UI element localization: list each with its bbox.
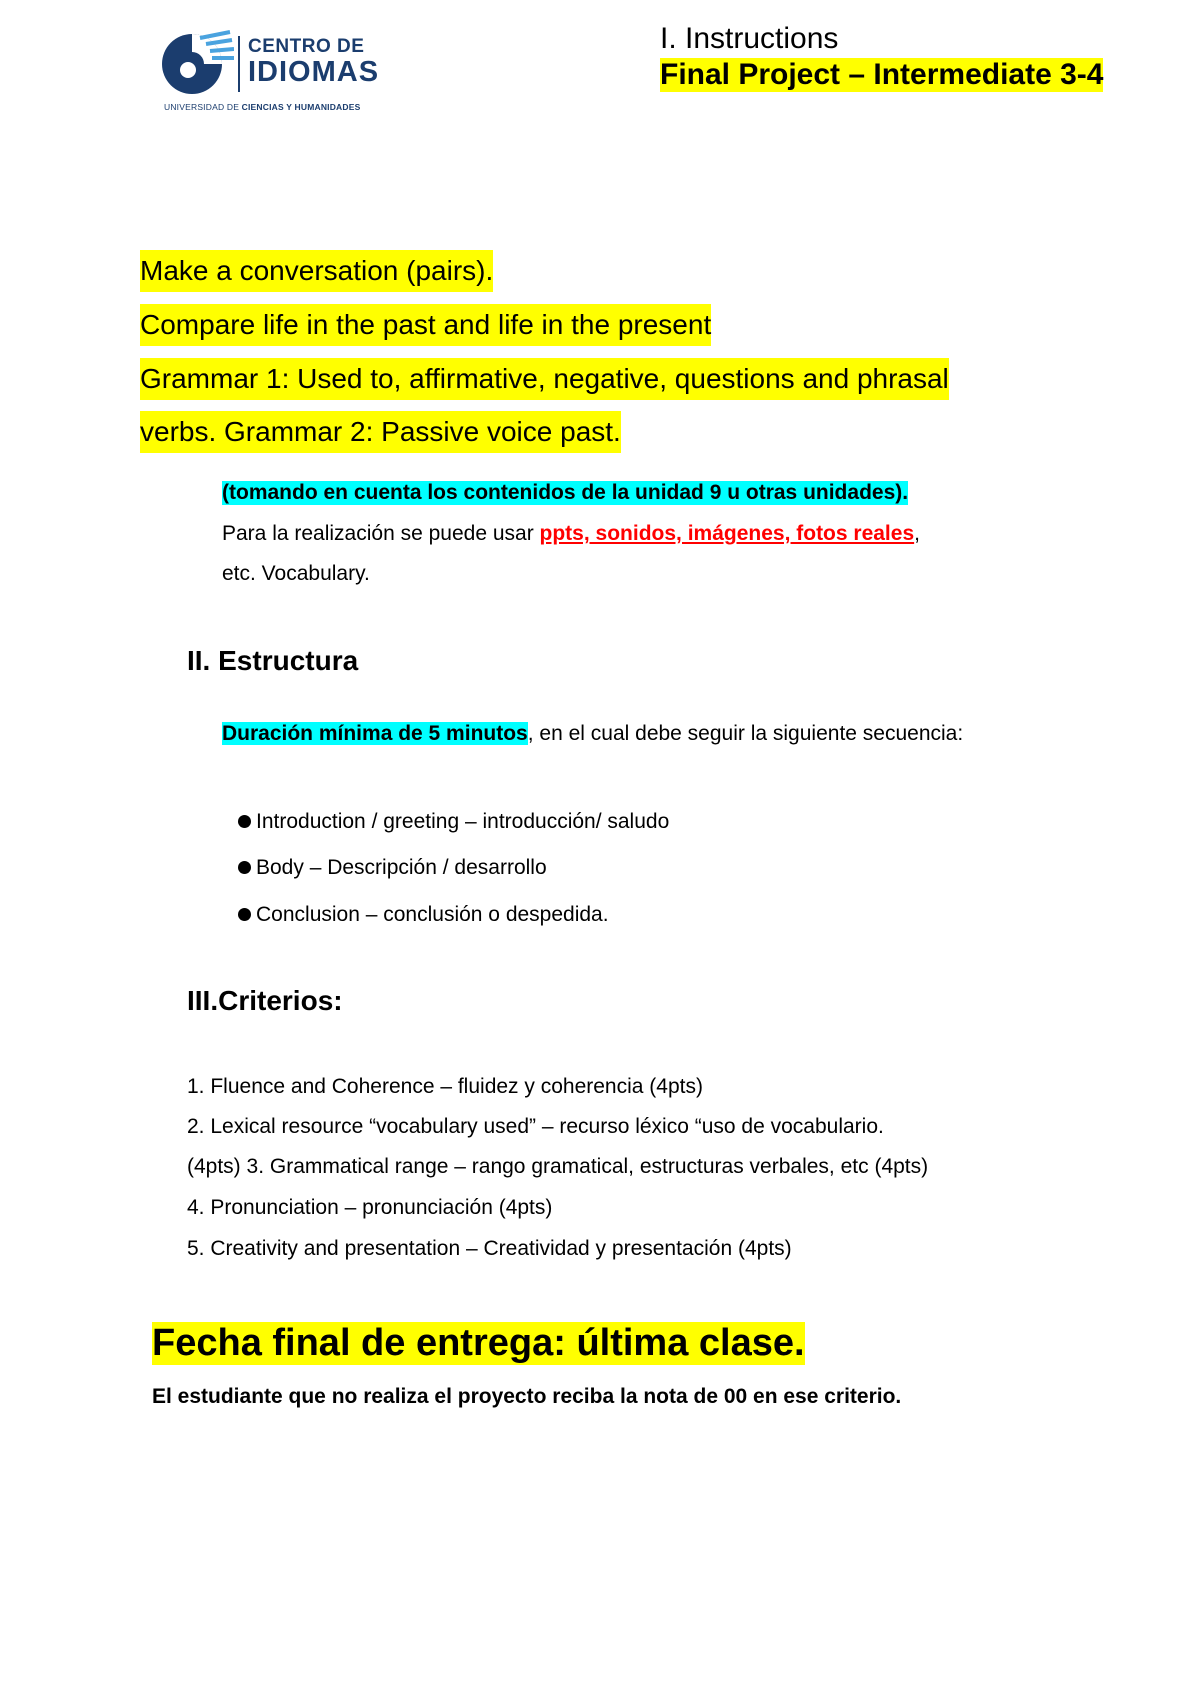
logo-line2: IDIOMAS [248,56,380,88]
task-line3: Grammar 1: Used to, affirmative, negative, questions and phrasal [140,358,949,400]
logo-university: UNIVERSIDAD DE CIENCIAS Y HUMANIDADES [164,102,361,112]
notes-line3: etc. Vocabulary. [222,562,370,585]
criterio-line: 4. Pronunciation – pronunciación (4pts) [187,1196,553,1219]
task-line1: Make a conversation (pairs). [140,250,493,292]
resources-link: ppts, sonidos, imágenes, fotos reales [539,522,915,545]
criterio-line: 5. Creativity and presentation – Creatividad y presentación (4pts) [187,1237,792,1260]
bullet-icon [238,908,251,921]
notes-line1: (tomando en cuenta los contenidos de la unidad 9 u otras unidades). [222,481,909,504]
criterio-line: 2. Lexical resource “vocabulary used” – recurso léxico “uso de vocabulario. [187,1115,884,1138]
duration-highlight: Duración mínima de 5 minutos [222,722,528,745]
footer-note: El estudiante que no realiza el proyecto reciba la nota de 00 en ese criterio. [152,1385,902,1408]
task-line4: verbs. Grammar 2: Passive voice past. [140,411,621,453]
estructura-heading: II. Estructura [187,645,359,676]
list-item: Introduction / greeting – introducción/ saludo [238,810,669,834]
fecha-entrega: Fecha final de entrega: última clase. [152,1322,805,1364]
logo [160,28,390,118]
bullet-icon [238,861,251,874]
header-title: I. Instructions [660,22,839,55]
task-line2: Compare life in the past and life in the present [140,304,711,346]
logo-line1: CENTRO DE [248,36,365,57]
notes-line2: Para la realización se puede usar ppts, sonidos, imágenes, fotos reales, [222,522,920,545]
logo-divider [238,36,240,92]
list-item: Body – Descripción / desarrollo [238,856,547,880]
criterio-line: (4pts) 3. Grammatical range – rango gramatical, estructuras verbales, etc (4pts) [187,1155,929,1178]
criterio-line: 1. Fluence and Coherence – fluidez y coherencia (4pts) [187,1075,703,1098]
list-item: Conclusion – conclusión o despedida. [238,903,609,927]
duration-line: Duración mínima de 5 minutos, en el cual debe seguir la siguiente secuencia: [222,722,964,745]
logo-emblem-icon [160,30,234,98]
criterios-heading: III.Criterios: [187,985,343,1016]
bullet-icon [238,815,251,828]
header-subtitle: Final Project – Intermediate 3-4 [660,58,1104,91]
